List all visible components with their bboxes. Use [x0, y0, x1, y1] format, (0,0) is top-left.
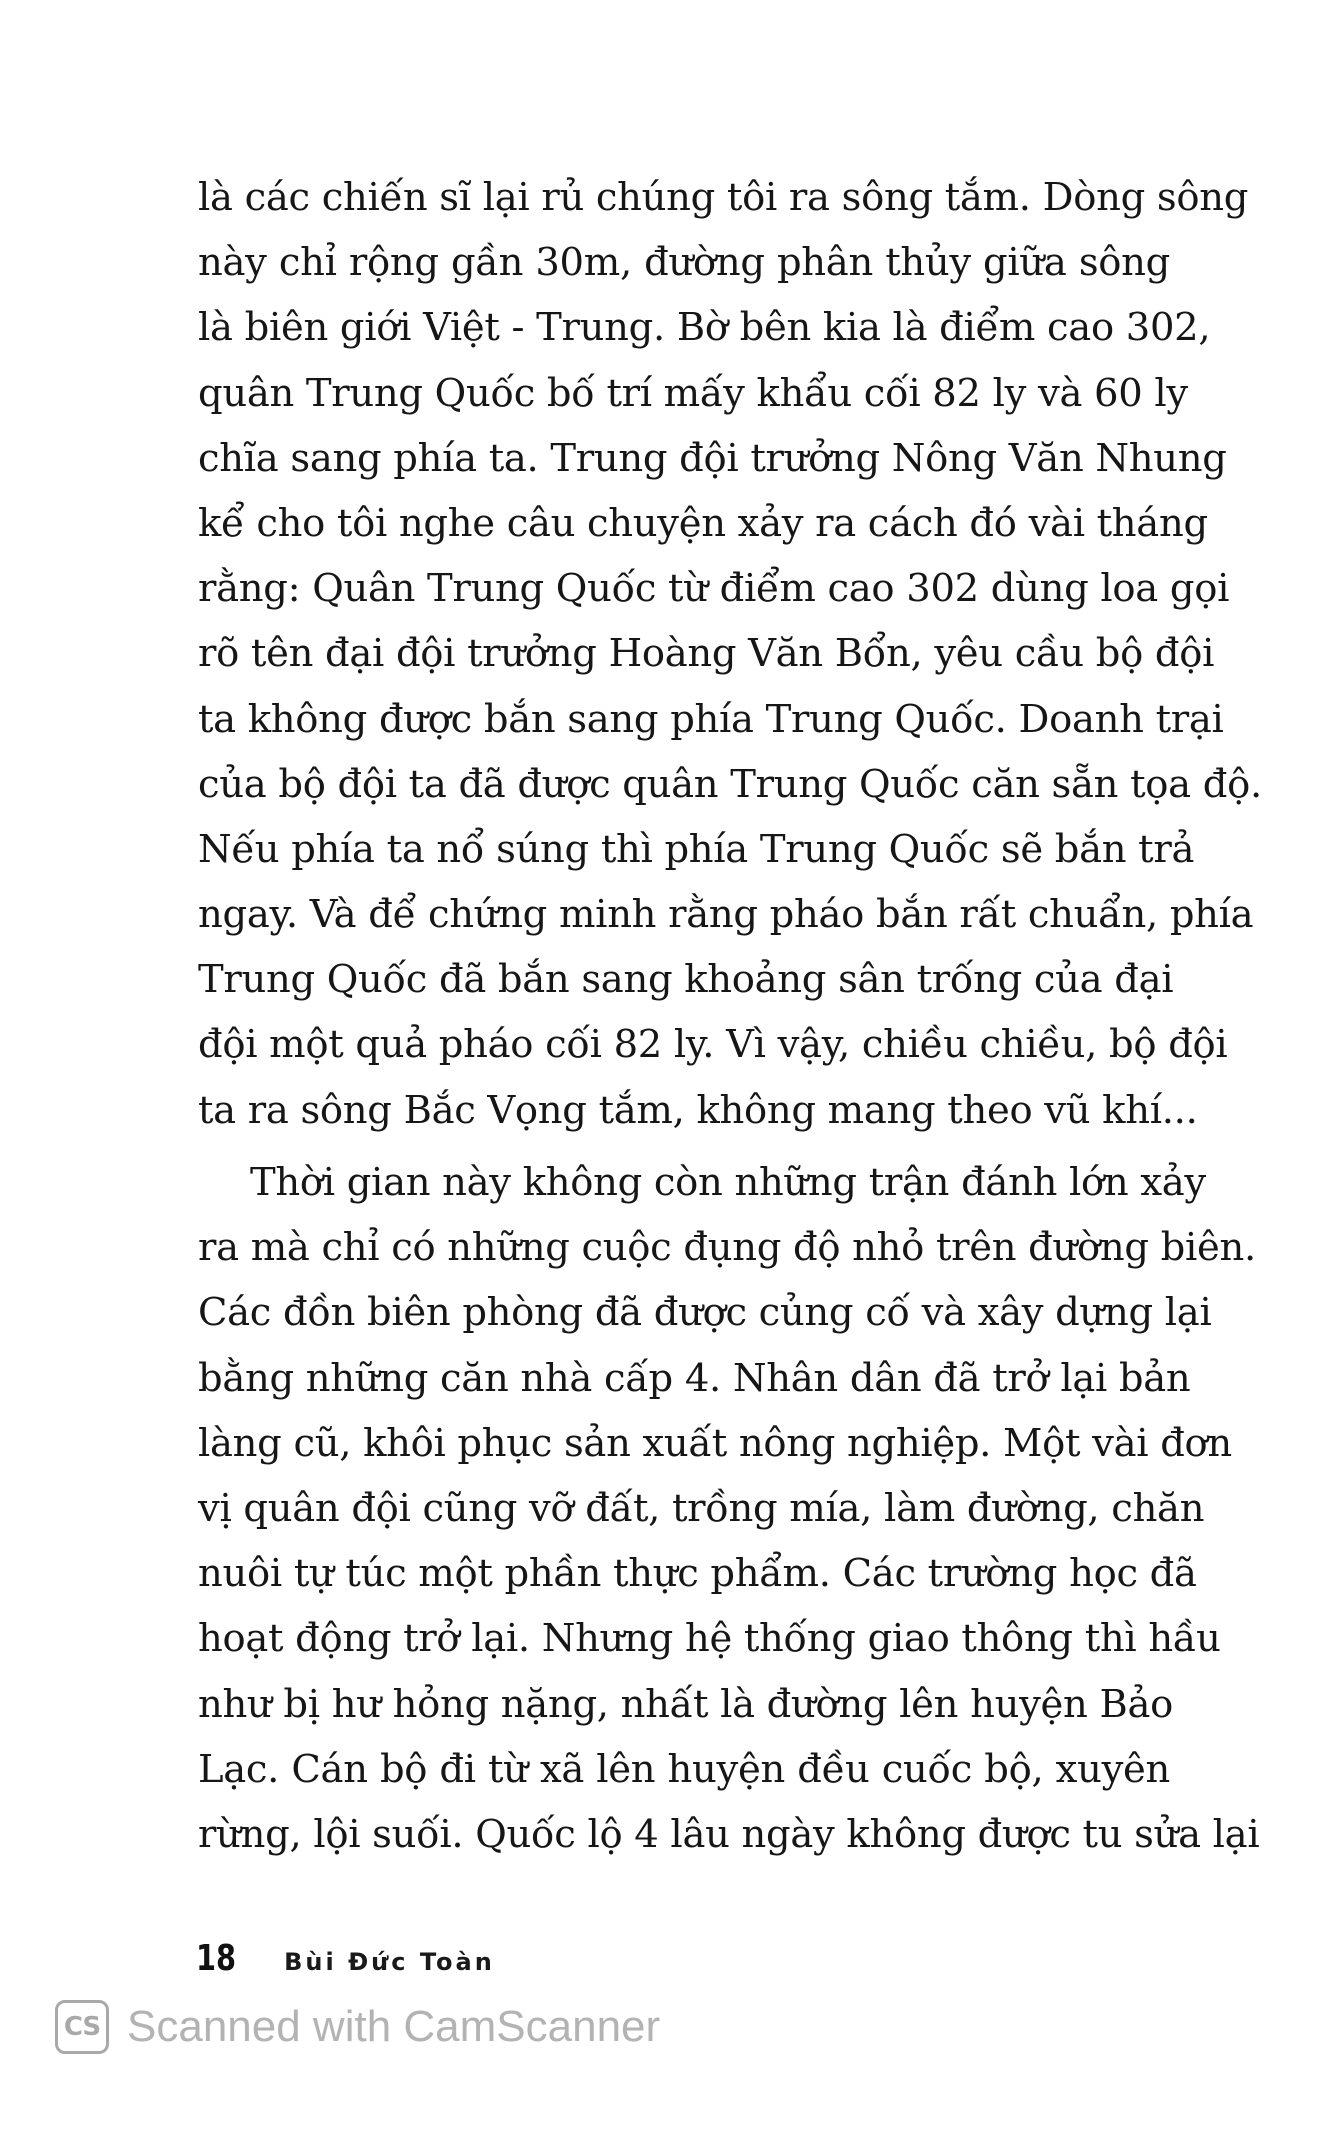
text-line: chĩa sang phía ta. Trung đội trưởng Nông Văn Nhung [198, 435, 1227, 481]
text-line: là các chiến sĩ lại rủ chúng tôi ra sông tắm. Dòng sông [198, 175, 1249, 220]
text-line: vị quân đội cũng vỡ đất, trồng mía, làm đường, chăn [198, 1485, 1205, 1531]
text-line: như bị hư hỏng nặng, nhất là đường lên huyện Bảo [198, 1681, 1173, 1727]
text-line: kể cho tôi nghe câu chuyện xảy ra cách đó vài tháng [198, 500, 1208, 546]
text-line: này chỉ rộng gần 30m, đường phân thủy giữa sông [198, 240, 1170, 286]
text-line: Nếu phía ta nổ súng thì phía Trung Quốc sẽ bắn trả [198, 826, 1195, 872]
text-line: quân Trung Quốc bố trí mấy khẩu cối 82 ly và 60 ly [198, 370, 1188, 416]
paragraph-1 [198, 165, 1262, 1143]
text-line: rằng: Quân Trung Quốc từ điểm cao 302 dùng loa gọi [198, 566, 1230, 612]
text-line: của bộ đội ta đã được quân Trung Quốc căn sẵn tọa độ. [198, 761, 1262, 807]
watermark-text: Scanned with CamScanner [127, 2002, 661, 2051]
text-line: đội một quả pháo cối 82 ly. Vì vậy, chiều chiều, bộ đội [198, 1022, 1228, 1068]
text-line: Trung Quốc đã bắn sang khoảng sân trống của đại [198, 957, 1174, 1003]
camscanner-logo-icon: CS [55, 2000, 109, 2054]
text-line: là biên giới Việt - Trung. Bờ bên kia là điểm cao 302, [198, 305, 1211, 351]
text-line: rõ tên đại đội trưởng Hoàng Văn Bổn, yêu cầu bộ đội [198, 631, 1215, 677]
text-line: Thời gian này không còn những trận đánh lớn xảy [250, 1160, 1206, 1205]
text-line: bằng những căn nhà cấp 4. Nhân dân đã trở lại bản [198, 1355, 1191, 1401]
text-line: ta không được bắn sang phía Trung Quốc. Doanh trại [198, 696, 1224, 742]
text-line: nuôi tự túc một phần thực phẩm. Các trường học đã [198, 1551, 1197, 1597]
text-line: rừng, lội suối. Quốc lộ 4 lâu ngày không được tu sửa lại [198, 1811, 1260, 1857]
text-line: ta ra sông Bắc Vọng tắm, không mang theo vũ khí... [198, 1087, 1198, 1133]
author-name: Bùi Đức Toàn [284, 1948, 495, 1976]
page-number: 18 [196, 1938, 237, 1979]
scanner-watermark [55, 2000, 660, 2054]
text-line: ngay. Và để chứng minh rằng pháo bắn rất chuẩn, phía [198, 892, 1254, 938]
page-footer [196, 1938, 495, 1979]
text-line: Lạc. Cán bộ đi từ xã lên huyện đều cuốc bộ, xuyên [198, 1746, 1170, 1792]
text-line: hoạt động trở lại. Nhưng hệ thống giao thông thì hầu [198, 1616, 1221, 1662]
text-line: làng cũ, khôi phục sản xuất nông nghiệp. Một vài đơn [198, 1420, 1232, 1466]
paragraph-2 [198, 1150, 1260, 1867]
text-line: Các đồn biên phòng đã được củng cố và xây dựng lại [198, 1290, 1212, 1336]
text-line: ra mà chỉ có những cuộc đụng độ nhỏ trên đường biên. [198, 1225, 1256, 1271]
